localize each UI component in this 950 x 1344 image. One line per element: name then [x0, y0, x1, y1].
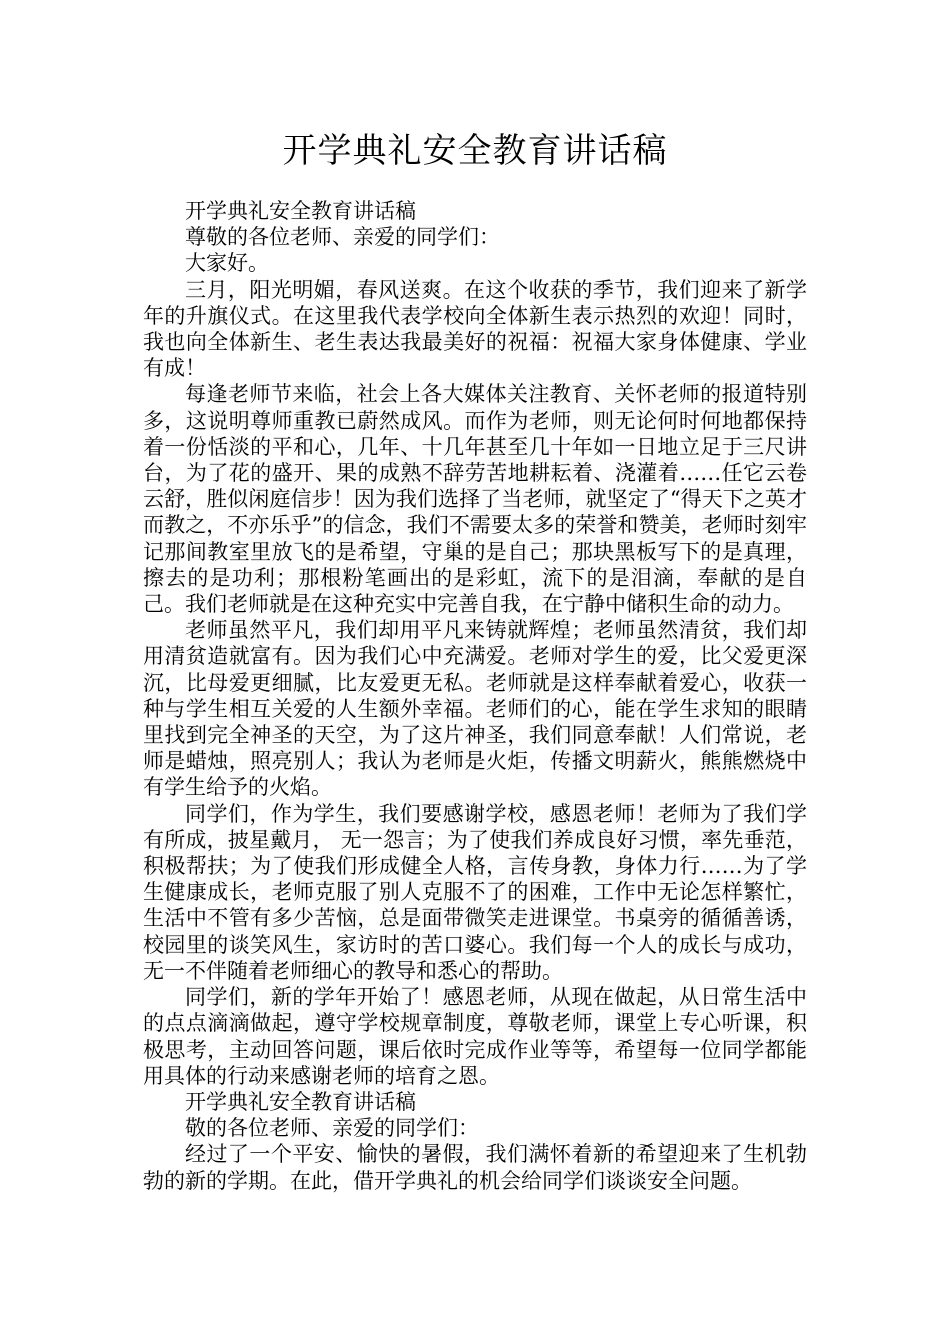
paragraph-heading: 开学典礼安全教育讲话稿 [185, 199, 416, 223]
paragraph-teachers-day: 每逢老师节来临，社会上各大媒体关注教育、关怀老师的报道特别多，这说明尊师重教已蔚然成风。而作为老师，则无论何时何地都保持着一份恬淡的平和心，几年、十几年甚至几十年如一日地立足于三尺讲台，为了花的盛开、果的成熟不辞劳苦地耕耘着、浇灌着……任它云卷云舒，胜似闲庭信步！因为我们选择了当老师，就坚定了“得天下之英才而教之，不亦乐乎”的信念，我们不需要太多的荣誉和赞美，老师时刻牢记那间教室里放飞的是希望，守巢的是自己；那块黑板写下的是真理，擦去的是功利；那根粉笔画出的是彩虹，流下的是泪滴，奉献的是自己。我们老师就是在这种充实中完善自我，在宁静中储积生命的动力。 [143, 382, 807, 617]
paragraph-teacher-love: 老师虽然平凡，我们却用平凡来铸就辉煌；老师虽然清贫，我们却用清贫造就富有。因为我们心中充满爱。老师对学生的爱，比父爱更深沉，比母爱更细腻，比友爱更无私。老师就是这样奉献着爱心，收获一种与学生相互关爱的人生额外幸福。老师们的心，能在学生求知的眼睛里找到完全神圣的天空，为了这片神圣，我们同意奉献！人们常说，老师是蜡烛，照亮别人；我认为老师是火炬，传播文明薪火，熊熊燃烧中有学生给予的火焰。 [143, 618, 807, 800]
document-title: 开学典礼安全教育讲话稿 [282, 131, 668, 171]
paragraph-gratitude: 同学们，作为学生，我们要感谢学校，感恩老师！老师为了我们学有所成，披星戴月， 无一怨言；为了使我们养成良好习惯，率先垂范，积极帮扶；为了使我们形成健全人格，言传身教，身体力行……为了学生健康成长，老师克服了别人克服不了的困难，工作中无论怎样繁忙，生活中不管有多少苦恼，总是面带微笑走进课堂。书桌旁的循循善诱，校园里的谈笑风生，家访时的苦口婆心。我们每一个人的成长与成功，无一不伴随着老师细心的教导和悉心的帮助。 [143, 801, 807, 983]
paragraph-salutation-2: 敬的各位老师、亲爱的同学们： [185, 1116, 479, 1141]
paragraph-greeting: 大家好。 [185, 251, 269, 276]
paragraph-heading-2: 开学典礼安全教育讲话稿 [185, 1089, 416, 1114]
paragraph-new-year: 同学们，新的学年开始了！感恩老师，从现在做起，从日常生活中的点点滴滴做起，遵守学校规章制度，尊敬老师，课堂上专心听课，积极思考，主动回答问题，课后依时完成作业等等，希望每一位同学都能用具体的行动来感谢老师的培育之恩。 [143, 985, 807, 1088]
paragraph-salutation: 尊敬的各位老师、亲爱的同学们： [185, 225, 500, 250]
paragraph-welcome: 三月，阳光明媚，春风送爽。在这个收获的季节，我们迎来了新学年的升旗仪式。在这里我代表学校向全体新生表示热烈的欢迎！同时，我也向全体新生、老生表达我最美好的祝福：祝福大家身体健康、学业有成！ [143, 277, 807, 381]
paragraph-safety-intro: 经过了一个平安、愉快的暑假，我们满怀着新的希望迎来了生机勃勃的新的学期。在此，借开学典礼的机会给同学们谈谈安全问题。 [143, 1142, 807, 1193]
document-body [143, 198, 807, 1194]
